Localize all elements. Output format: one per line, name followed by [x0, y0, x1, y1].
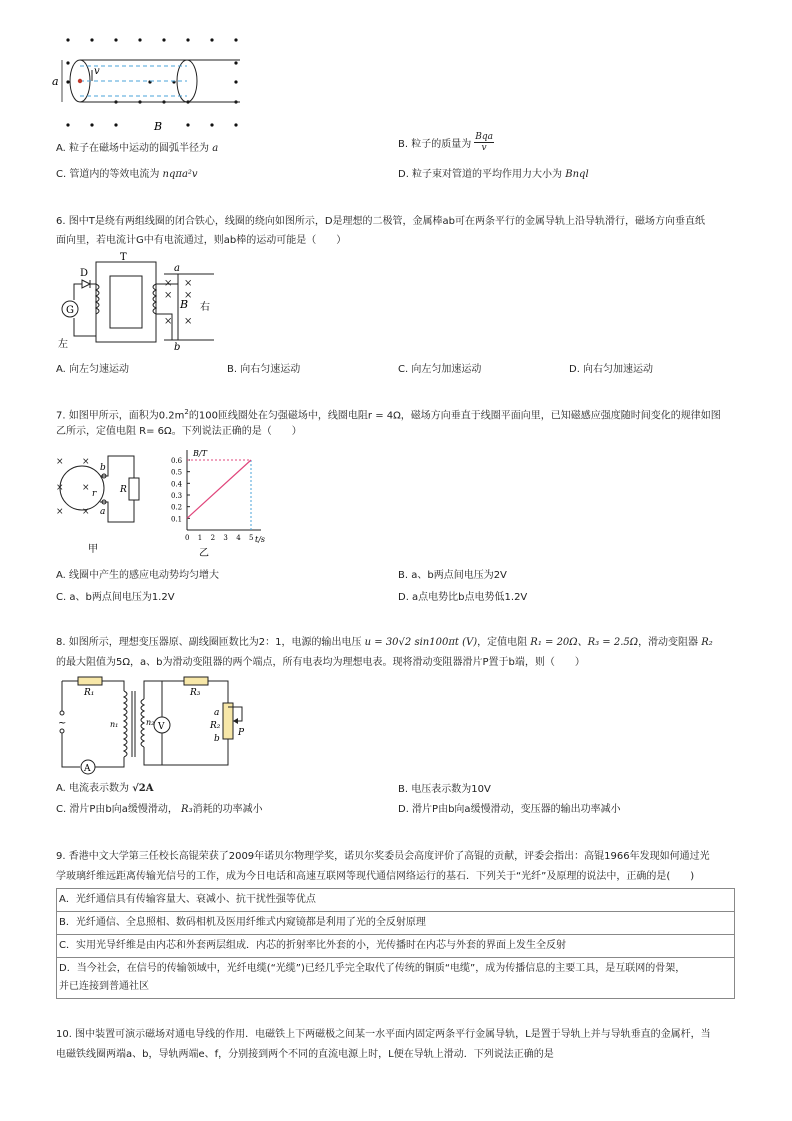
q8-ammeter-label: A [84, 764, 91, 774]
q5-option-c: C. 管道内的等效电流为 nqπa²v [56, 169, 198, 180]
q8-option-c: C. 滑片P由b向a缓慢滑动， R₃消耗的功率减小 [56, 804, 263, 815]
q8-label-a: a [214, 708, 220, 718]
q5-option-b: B. 粒子的质量为 Bqa v [398, 132, 493, 153]
q8-stem-line1: 8. 如图所示，理想变压器原、副线圈匝数比为2：1，电源的输出电压 u = 30√2 sin100πt (V)，定值电阻 R₁ = 20Ω、R₃ = 2.5Ω，滑动变阻器 R₂ [56, 637, 713, 648]
q7-option-b: B. a、b两点间电压为2V [398, 570, 507, 581]
q9-option-c: C．实用光导纤维是由内芯和外套两层组成．内芯的折射率比外套的小，光传播时在内芯与外套的界面上发生全反射 [57, 935, 734, 958]
svg-text:×: × [164, 278, 173, 289]
q7-option-a: A. 线圈中产生的感应电动势均匀增大 [56, 570, 220, 581]
q8-option-d: D. 滑片P由b向a缓慢滑动，变压器的输出功率减小 [398, 804, 621, 815]
y-tick-label: 0.2 [171, 503, 183, 512]
q8-voltmeter-label: V [158, 722, 165, 732]
q7-label-a: a [100, 507, 106, 517]
q7-label-R: R [120, 485, 127, 495]
q8-label-R3: R₃ [190, 688, 201, 698]
x-tick-label: 2 [210, 534, 216, 542]
q9-option-a: A．光纤通信具有传输容量大、衰减小、抗干扰性强等优点 [57, 889, 734, 912]
y-tick-label: 0.6 [171, 457, 183, 465]
q8-label-n1: n₁ [110, 720, 119, 729]
q6-figure [54, 250, 226, 350]
q7-label-b: b [100, 463, 106, 473]
q7-label-jia: 甲 [88, 544, 98, 555]
series-line [187, 460, 251, 518]
svg-text:×: × [56, 507, 64, 517]
y-tick-label: 0.5 [171, 468, 183, 477]
q5-label-B: B [154, 120, 163, 133]
x-tick-label: 3 [223, 534, 228, 542]
q5-label-a: a [52, 75, 59, 88]
q6-galvanometer-label: G [66, 305, 74, 316]
q6-stem-line1: 6. 图中T是绕有两组线圈的闭合铁心，线圈的绕向如图所示，D是理想的二极管，金属棒ab可在两条平行的金属导轨上沿导轨滑行，磁场方向垂直纸 [56, 216, 706, 227]
x-tick-label: 5 [249, 534, 254, 542]
q6-diode-label: D [80, 268, 89, 279]
q5-label-v: v [94, 66, 100, 77]
svg-text:×: × [56, 457, 64, 467]
q10-stem-line1: 10. 图中装置可演示磁场对通电导线的作用．电磁铁上下两磁极之间某一水平面内固定两条平行金属导轨，L是置于导轨上并与导轨垂直的金属杆，当 [56, 1029, 711, 1040]
q6-label-B: B [180, 298, 189, 311]
q6-stem-line2: 面向里，若电流计G中有电流通过，则ab棒的运动可能是（ ） [56, 235, 347, 246]
q7-label-yi: 乙 [199, 548, 209, 559]
q8-label-R2: R₂ [210, 721, 221, 731]
q9-options-table [56, 888, 735, 999]
q6-label-left: 左 [58, 339, 68, 350]
q8-stem-line2: 的最大阻值为5Ω，a、b为滑动变阻器的两个端点，所有电表均为理想电表。现将滑动变阻器滑片P置于b端，则（ ） [56, 657, 585, 668]
x-tick-label: 1 [197, 534, 203, 542]
q6-option-d: D. 向右匀加速运动 [569, 364, 654, 375]
q7-option-c: C. a、b两点间电压为1.2V [56, 592, 175, 603]
svg-text:×: × [184, 278, 193, 289]
y-tick-label: 0.3 [171, 492, 183, 500]
q9-option-b: B．光纤通信、全息照相、数码相机及医用纤维式内窥镜都是利用了光的全反射原理 [57, 912, 734, 935]
svg-text:×: × [56, 483, 64, 493]
q7-option-d: D. a点电势比b点电势低1.2V [398, 592, 528, 603]
q7-stem-line1: 7. 如图甲所示，面积为$0.2m^2$的100匝线圈处在匀强磁场中，线圈电阻r = 4Ω，磁场方向垂直于线圈平面向里，已知磁感应强度随时间变化的规律如图 [56, 408, 721, 422]
q6-option-c: C. 向左匀加速运动 [398, 364, 482, 375]
q6-option-b: B. 向右匀速运动 [227, 364, 301, 375]
q10-stem-line2: 电磁铁线圈两端a、b，导轨两端e、f，分别接到两个不同的直流电源上时，L便在导轨上滑动．下列说法正确的是 [56, 1049, 554, 1060]
q8-figure [52, 673, 274, 775]
svg-text:×: × [82, 457, 90, 467]
q6-option-a: A. 向左匀速运动 [56, 364, 130, 375]
svg-text:×: × [164, 316, 173, 327]
q9-stem-line1: 9. 香港中文大学第三任校长高锟荣获了2009年诺贝尔物理学奖，诺贝尔奖委员会高度评价了高锟的贡献，评委会指出：高锟1966年发现如何通过光 [56, 851, 710, 862]
q6-core-label: T [120, 252, 127, 263]
q9-stem-line2: 学玻璃纤维远距离传输光信号的工作，成为今日电话和高速互联网等现代通信网络运行的基石．下列关于“光纤”及原理的说法中，正确的是( ) [56, 871, 695, 882]
q8-label-b: b [214, 734, 220, 744]
q8-label-n2: n₂ [146, 718, 155, 727]
q5-option-d: D. 粒子束对管道的平均作用力大小为 Bnql [398, 169, 589, 180]
magnetic-field-dots [66, 38, 237, 126]
q7-chart-xlabel: t/s [255, 535, 266, 544]
q6-label-a: a [174, 263, 180, 274]
x-tick-label: 0 [185, 534, 190, 542]
q6-label-right: 右 [200, 302, 210, 313]
q7-stem-line2: 乙所示，定值电阻 R= 6Ω。下列说法正确的是（ ） [56, 426, 302, 437]
x-tick-label: 4 [236, 534, 241, 542]
q5-figure [50, 28, 250, 134]
q8-label-P: P [238, 728, 245, 738]
q9-option-d: D．当今社会，在信号的传输领域中，光纤电缆(“光缆”)已经几乎完全取代了传统的铜质“电缆”，成为传播信息的主要工具，是互联网的骨架， 并已连接到普通社区 [59, 963, 686, 992]
svg-text:×: × [82, 483, 90, 493]
q6-label-b: b [174, 342, 181, 350]
q7-label-r: r [92, 489, 97, 499]
svg-text:×: × [82, 507, 90, 517]
y-tick-label: 0.1 [171, 515, 183, 524]
q8-source-symbol: ~ [58, 718, 67, 729]
q7-figure-jia [52, 448, 157, 558]
q8-option-a: A. 电流表示数为 √2A [56, 783, 154, 794]
svg-text:×: × [184, 316, 193, 327]
q7-chart [165, 446, 270, 560]
svg-text:×: × [184, 290, 193, 301]
svg-text:×: × [164, 290, 173, 301]
q8-label-R1: R₁ [84, 688, 95, 698]
q8-option-b: B. 电压表示数为10V [398, 784, 491, 795]
q5-option-a: A. 粒子在磁场中运动的圆弧半径为 a [56, 143, 219, 154]
q7-chart-ylabel: B/T [193, 449, 207, 458]
y-tick-label: 0.4 [171, 480, 183, 489]
